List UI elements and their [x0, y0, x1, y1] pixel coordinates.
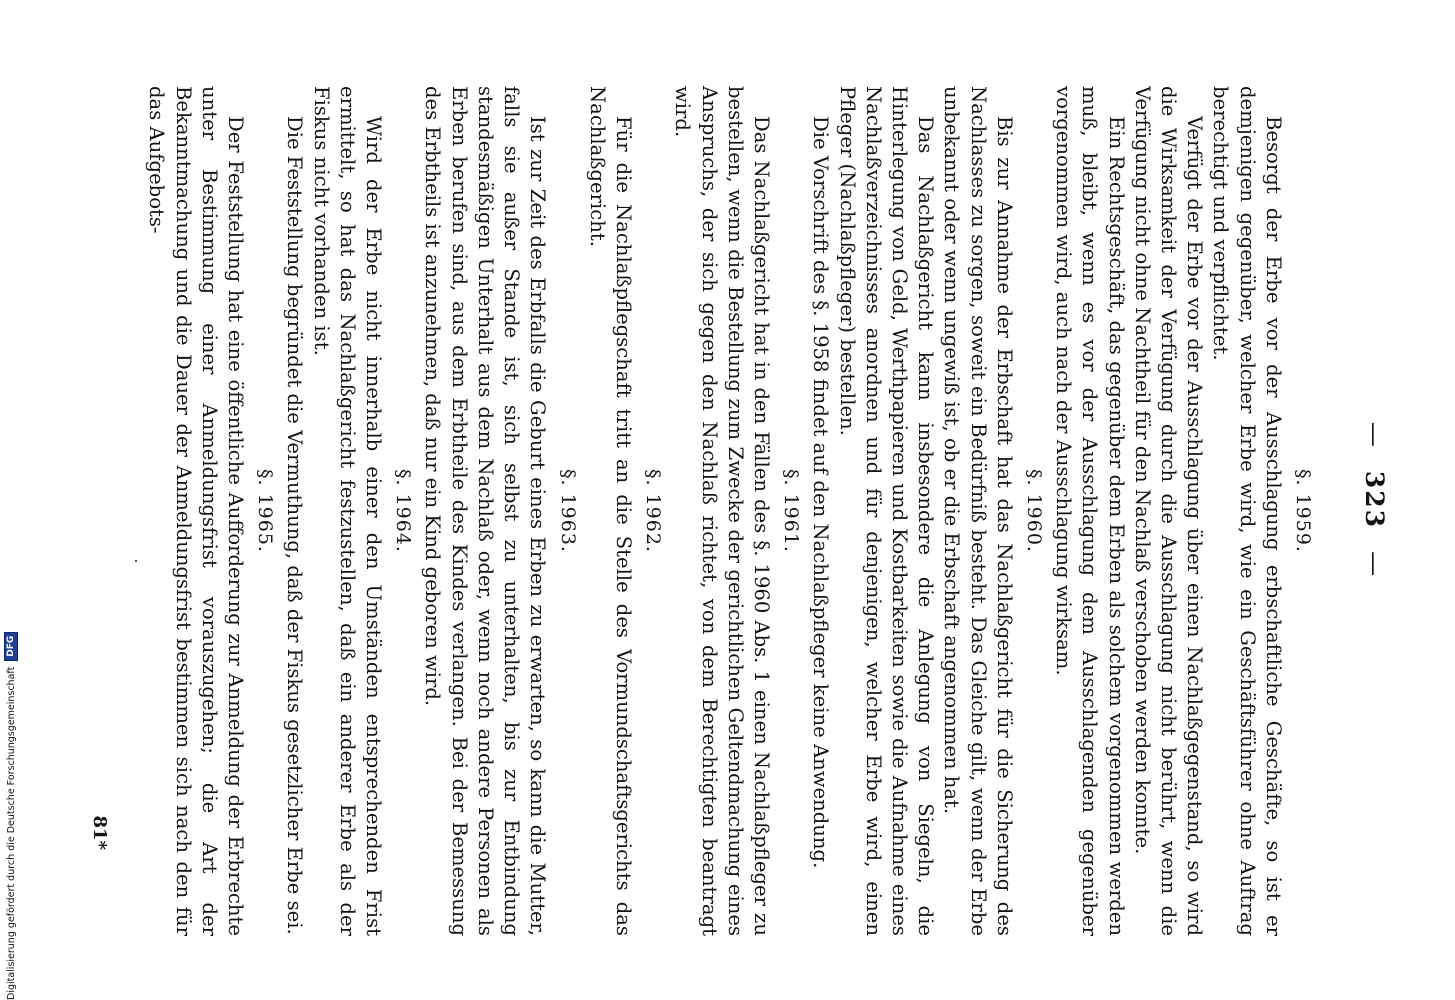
scan-speck — [135, 560, 137, 562]
paragraph: Ist zur Zeit des Erbfalls die Geburt eines Erben zu erwarten, so kann die Mutter, falls sie außer Stande ist, sich selbst zu unterhalten, bis zur Entbindung standesmäßigen Unterhalt aus dem Nachlaß oder, wenn noch andere Personen als Erben berufen sind, aus dem Erbtheile des Kindes verlangen. Bei der Bemessung des Erbtheils ist anzunehmen, daß nur ein Kind geboren wird. — [421, 86, 550, 936]
paragraph: Die Feststellung begründet die Vermuthung, daß der Fiskus gesetzlicher Erbe sei. — [283, 116, 307, 935]
header-dash-left: — — [1360, 421, 1389, 449]
paragraph: Ein Rechtsgeschäft, das gegenüber dem Erben als solchem vorgenommen werden muß, bleibt, wenn es vor der Ausschlagung dem Ausschlagenden gegenüber vorgenommen wird, auch nach der Ausschlagung wirksam. — [1052, 86, 1128, 936]
legal-text — [143, 86, 1319, 936]
paragraph: Bis zur Annahme der Erbschaft hat das Nachlaßgericht für die Sicherung des Nachlasses zu sorgen, soweit ein Bedürfniß besteht. Das Gleiche gilt, wenn der Erbe unbekannt oder wenn ungewiß ist, ob er die Erbschaft angenommen hat. — [940, 86, 1016, 936]
paragraph: Der Feststellung hat eine öffentliche Aufforderung zur Anmeldung der Erbrechte unter Bestimmung einer Anmeldungsfrist vorauszugehen; die Art der Bekanntmachung und die Dauer der Anmeldungsfrist bestimmen sich nach den für das Aufgebots- — [145, 86, 248, 936]
section-heading-1961: §. 1961. — [780, 469, 803, 553]
section-heading-1962: §. 1962. — [642, 469, 665, 553]
paragraph: Das Nachlaßgericht kann insbesondere die Anlegung von Siegeln, die Hinterlegung von Geld, Werthpapieren und Kostbarkeiten sowie die Aufnahme eines Nachlaßverzeichnisses anordnen und für denjenigen, welcher Erbe wird, einen Pfleger (Nachlaßpfleger) bestellen. — [835, 86, 938, 936]
header-dash-right: — — [1360, 551, 1389, 579]
paragraph: Das Nachlaßgericht hat in den Fällen des §. 1960 Abs. 1 einen Nachlaßpfleger zu bestellen, wenn die Bestellung zum Zwecke der gerichtlichen Geltendmachung eines Anspruchs, der sich gegen den Nachlaß richtet, von dem Berechtigten beantragt wird. — [671, 86, 773, 936]
page-number: 323 — [1360, 470, 1389, 530]
section-heading-1960: §. 1960. — [1022, 469, 1045, 553]
credit-text: Digitalisierung gefördert durch die Deutsche Forschungsgemeinschaft — [5, 666, 17, 1000]
digitization-credit — [0, 0, 22, 1000]
paragraph: Besorgt der Erbe vor der Ausschlagung erbschaftliche Geschäfte, so ist er demjenigen gegenüber, welcher Erbe wird, wie ein Geschäftsführer ohne Auftrag berechtigt und verpflichtet. — [1209, 86, 1285, 936]
section-heading-1964: §. 1964. — [392, 469, 415, 553]
paragraph: Für die Nachlaßpflegschaft tritt an die Stelle des Vormundschaftsgerichts das Nachlaßgericht. — [585, 86, 635, 936]
paragraph: Die Vorschrift des §. 1958 findet auf den Nachlaßpfleger keine Anwendung. — [809, 116, 833, 869]
printer-signature: 81* — [89, 815, 110, 850]
paragraph: Wird der Erbe nicht innerhalb einer den Umständen entsprechenden Frist ermittelt, so hat das Nachlaßgericht festzustellen, daß ein anderer Erbe als der Fiskus nicht vorhanden ist. — [309, 86, 386, 936]
dfg-logo-icon: DFG — [4, 632, 18, 661]
section-heading-1959: §. 1959. — [1292, 469, 1314, 553]
section-heading-1963: §. 1963. — [556, 469, 579, 553]
section-heading-1965: §. 1965. — [254, 469, 277, 553]
paragraph: Verfügt der Erbe vor der Ausschlagung über einen Nachlaßgegenstand, so wird die Wirksamkeit der Verfügung durch die Ausschlagung nicht berührt, wenn die Verfügung nicht ohne Nachtheil für den Nachlaß verschoben werden konnte. — [1130, 86, 1207, 936]
page-header — [1360, 0, 1389, 1000]
